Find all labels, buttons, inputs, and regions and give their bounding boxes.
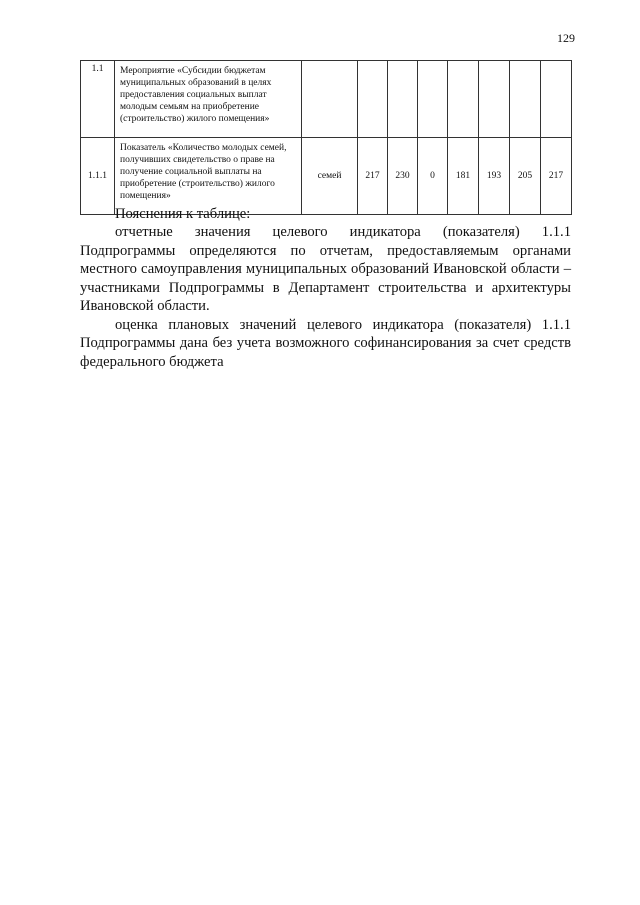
- row-name: Мероприятие «Субсидии бюджетам муниципальных образований в целях предоставления социальных выплат молодым семьям на приобретение (строительство) жилого помещения»: [115, 61, 302, 138]
- row-value: 193: [479, 138, 510, 215]
- row-value: 230: [388, 138, 418, 215]
- row-value: 217: [541, 138, 572, 215]
- notes-paragraph-1: отчетные значения целевого индикатора (показателя) 1.1.1 Подпрограммы определяются по отчетам, предоставляемым органами местного самоуправления муниципальных образований Ивановской области – участниками Подпрограммы в Департамент строительства и архитектуры Ивановской области.: [80, 224, 571, 314]
- row-value: 0: [418, 138, 448, 215]
- row-value: [510, 61, 541, 138]
- row-unit: [302, 61, 358, 138]
- row-number: 1.1: [81, 61, 115, 138]
- row-value: [358, 61, 388, 138]
- notes-paragraph-2: оценка плановых значений целевого индикатора (показателя) 1.1.1 Подпрограммы дана без учета возможного софинансирования за счет средств федерального бюджета: [80, 316, 571, 370]
- row-value: 181: [448, 138, 479, 215]
- row-value: [388, 61, 418, 138]
- notes-body: [80, 223, 571, 371]
- row-value: [448, 61, 479, 138]
- row-value: [541, 61, 572, 138]
- row-name: Показатель «Количество молодых семей, получивших свидетельство о праве на получение социальной выплаты на приобретение (строительство) жилого помещения»: [115, 138, 302, 215]
- row-value: [479, 61, 510, 138]
- indicator-table: [80, 60, 572, 215]
- table-row: [81, 61, 572, 138]
- row-value: 217: [358, 138, 388, 215]
- notes-heading: Пояснения к таблице:: [115, 206, 251, 222]
- row-value: 205: [510, 138, 541, 215]
- table-row: [81, 138, 572, 215]
- row-number: 1.1.1: [81, 138, 115, 215]
- row-value: [418, 61, 448, 138]
- page-number: 129: [557, 31, 575, 45]
- row-unit: семей: [302, 138, 358, 215]
